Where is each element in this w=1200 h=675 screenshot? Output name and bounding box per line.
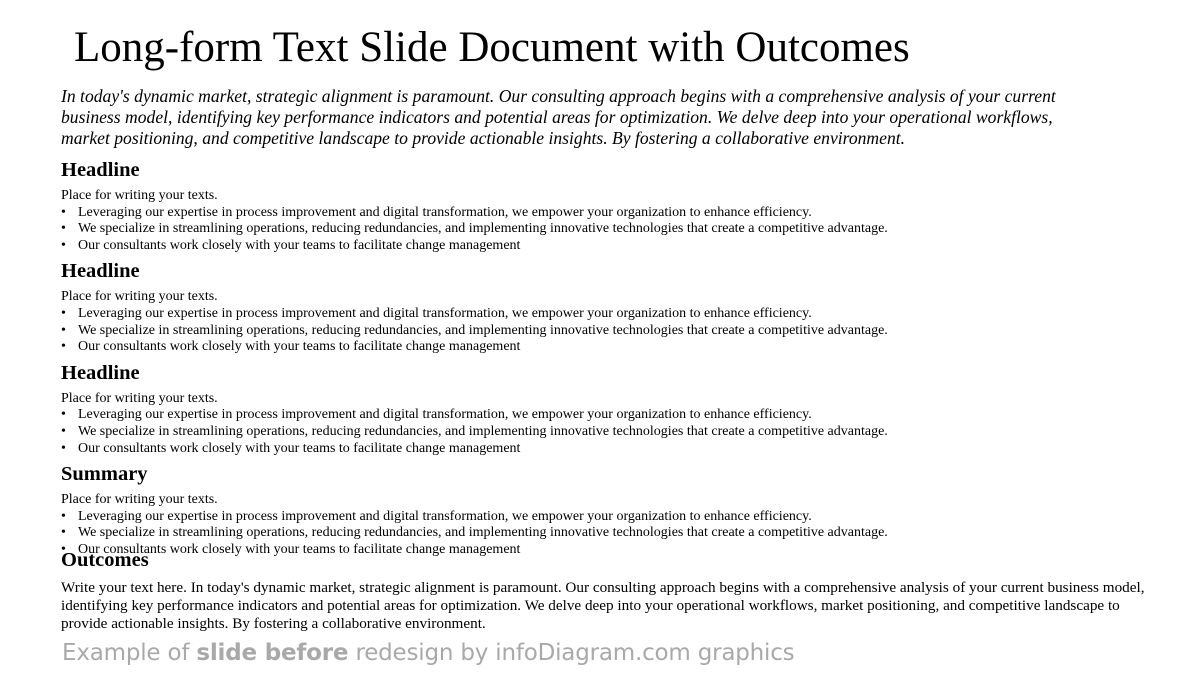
section-lead-text: Place for writing your texts. xyxy=(61,492,218,508)
bullet-item: • We specialize in streamlining operations, reducing redundancies, and implementing innovative technologies that create a competitive advantage. xyxy=(61,424,1151,441)
section-lead-text: Place for writing your texts. xyxy=(61,188,218,203)
section-heading: Summary xyxy=(61,463,148,486)
bullet-item: • Our consultants work closely with your teams to facilitate change management xyxy=(61,542,1151,559)
section-body xyxy=(61,188,1151,254)
section-heading: Headline xyxy=(61,159,140,181)
bullet-list xyxy=(61,407,1151,457)
bullet-item: • Leveraging our expertise in process improvement and digital transformation, we empower your organization to enhance efficiency. xyxy=(61,205,1151,222)
outcomes-paragraph: Write your text here. In today's dynamic market, strategic alignment is paramount. Our consulting approach begins with a comprehensive analysis of your current business model, identifying key performance indicators and potential areas for optimization. We delve deep into your operational workflows, market positioning, and competitive landscape to provide actionable insights. By fostering a collaborative environment. xyxy=(61,579,1145,632)
intro-paragraph: In today's dynamic market, strategic alignment is paramount. Our consulting approach begins with a comprehensive analysis of your current business model, identifying key performance indicators and potential areas for optimization. We delve deep into your operational workflows, market positioning, and competitive landscape to provide actionable insights. By fostering a collaborative environment. xyxy=(61,86,1056,148)
section-summary xyxy=(61,461,1151,558)
section-headline-2 xyxy=(61,258,1151,355)
section-heading: Headline xyxy=(61,361,140,384)
bullet-list xyxy=(61,205,1151,255)
section-headline-1 xyxy=(61,157,1151,254)
section-lead-text: Place for writing your texts. xyxy=(61,390,218,406)
section-heading: Headline xyxy=(61,260,140,283)
bullet-item: • Leveraging our expertise in process improvement and digital transformation, we empower your organization to enhance efficiency. xyxy=(61,407,1151,424)
section-headline-3 xyxy=(61,360,1151,457)
bullet-item: • Our consultants work closely with your teams to facilitate change management xyxy=(61,441,1151,458)
bullet-list xyxy=(61,306,1151,356)
bullet-list xyxy=(61,509,1151,559)
sections-list xyxy=(61,157,1151,563)
section-body xyxy=(61,391,1151,457)
footer-suffix: redesign by infoDiagram.com graphics xyxy=(348,640,795,666)
bullet-item: • We specialize in streamlining operations, reducing redundancies, and implementing innovative technologies that create a competitive advantage. xyxy=(61,323,1151,340)
footer-emphasis: slide before xyxy=(196,640,349,666)
footer-prefix: Example of xyxy=(62,640,197,666)
bullet-item: • Our consultants work closely with your teams to facilitate change management xyxy=(61,238,1151,255)
slide-title: Long-form Text Slide Document with Outcomes xyxy=(74,24,910,71)
section-lead-text: Place for writing your texts. xyxy=(61,289,218,305)
bullet-item: • Leveraging our expertise in process improvement and digital transformation, we empower your organization to enhance efficiency. xyxy=(61,306,1151,323)
bullet-item: • Our consultants work closely with your teams to facilitate change management xyxy=(61,339,1151,356)
footer-caption xyxy=(62,636,794,670)
section-body xyxy=(61,492,1151,558)
bullet-item: • We specialize in streamlining operations, reducing redundancies, and implementing innovative technologies that create a competitive advantage. xyxy=(61,221,1151,238)
outcomes-heading: Outcomes xyxy=(61,549,149,571)
section-body xyxy=(61,289,1151,355)
bullet-item: • We specialize in streamlining operations, reducing redundancies, and implementing innovative technologies that create a competitive advantage. xyxy=(61,525,1151,542)
bullet-item: • Leveraging our expertise in process improvement and digital transformation, we empower your organization to enhance efficiency. xyxy=(61,509,1151,526)
